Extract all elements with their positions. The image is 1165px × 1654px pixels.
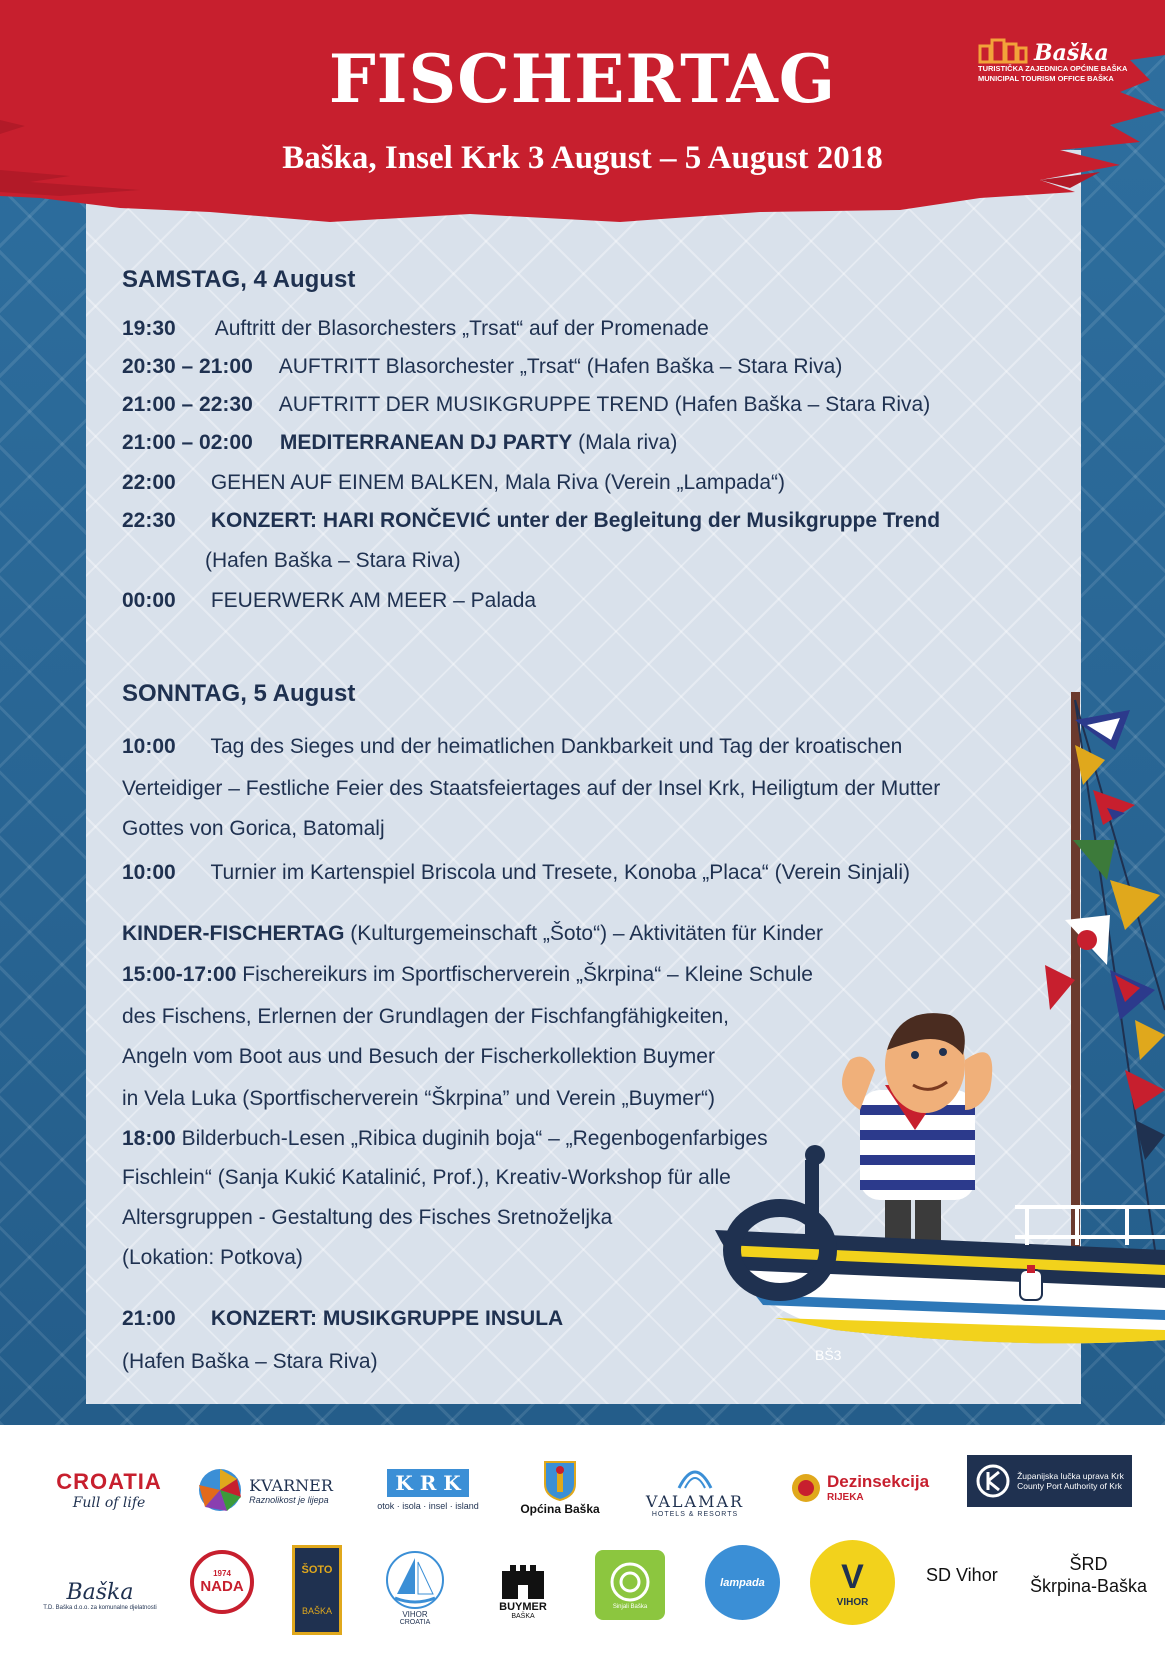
kvarner-flower-icon	[197, 1467, 243, 1513]
soto-logo	[292, 1545, 342, 1635]
valamar-logo	[640, 1455, 750, 1525]
valamar-tagline: HOTELS & RESORTS	[651, 1511, 739, 1518]
nada-logo	[190, 1550, 254, 1614]
sd-vihor-label: SD Vihor	[926, 1565, 998, 1585]
vihor-club-name: VIHOR	[836, 1596, 869, 1608]
dezinsekcija-name: Dezinsekcija	[826, 1472, 930, 1491]
dezinsekcija-badge-icon	[791, 1473, 821, 1503]
croatia-logo	[54, 1460, 164, 1520]
baska-doo-name: Baška	[66, 1579, 134, 1605]
row-time: 22:00	[122, 471, 176, 494]
buymer-sub: BAŠKA	[511, 1612, 535, 1620]
sinjali-logo	[595, 1550, 665, 1620]
row-text: Auftritt der Blasorchesters „Trsat“ auf der Promenade	[214, 317, 709, 340]
valamar-wave-icon	[675, 1462, 715, 1492]
poster-subtitle: Baška, Insel Krk 3 August – 5 August 2018	[282, 140, 883, 176]
schedule-row-continued: Altersgruppen - Gestaltung des Fisches Sretnoželjka	[122, 1206, 613, 1229]
vihor-club-letter: V	[841, 1557, 864, 1596]
srd-line-1: ŠRD	[1069, 1554, 1108, 1574]
buymer-logo	[488, 1550, 558, 1630]
row-bold: KONZERT: MUSIKGRUPPE INSULA	[210, 1307, 564, 1330]
nada-year: 1974	[213, 1569, 231, 1578]
fisherman-figure	[842, 1013, 992, 1270]
sinjali-name: Sinjali Baška	[612, 1604, 648, 1610]
boat-label: BŠ3	[815, 1347, 842, 1363]
vihor-club-logo	[810, 1540, 895, 1625]
baska-doo-tagline: T.D. Baška d.o.o. za komunalne djelatnosti	[43, 1604, 157, 1611]
row-text: (Kulturgemeinschaft „Šoto“) – Aktivitäten für Kinder	[350, 922, 824, 945]
schedule-row-continued: (Hafen Baška – Stara Riva)	[122, 1350, 378, 1373]
krk-name: K R K	[387, 1469, 468, 1497]
row-text: (Mala riva)	[578, 431, 678, 454]
row-time: 18:00	[122, 1127, 176, 1150]
krk-logo	[368, 1460, 488, 1520]
row-text: Fischereikurs im Sportfischerverein „Škrpina“ – Kleine Schule	[242, 963, 813, 986]
vihor-sail-sub: CROATIA	[399, 1618, 431, 1626]
krk-tagline: otok · isola · insel · island	[377, 1501, 479, 1511]
row-time: 20:30 – 21:00	[122, 355, 253, 378]
row-text: GEHEN AUF EINEM BALKEN, Mala Riva (Verein „Lampada“)	[210, 471, 786, 494]
schedule-row-continued: in Vela Luka (Sportfischerverein “Škrpina” und Verein „Buymer“)	[122, 1087, 715, 1110]
row-time: 00:00	[122, 589, 176, 612]
schedule-row-continued: Fischlein“ (Sanja Kukić Katalinić, Prof.), Kreativ-Workshop für alle	[122, 1166, 731, 1189]
row-bold: KINDER-FISCHERTAG	[122, 922, 345, 945]
row-bold: KONZERT: HARI RONČEVIĆ unter der Begleitung der Musikgruppe Trend	[210, 509, 941, 532]
schedule-row-continued: Verteidiger – Festliche Feier des Staatsfeiertages auf der Insel Krk, Heiligtum der Mutter	[122, 777, 941, 800]
row-text: Tag des Sieges und der heimatlichen Dankbarkeit und Tag der kroatischen	[210, 735, 903, 758]
schedule-row	[122, 317, 709, 341]
lampada-logo	[705, 1545, 780, 1620]
row-text: Turnier im Kartenspiel Briscola und Tresete, Konoba „Placa“ (Verein Sinjali)	[210, 861, 911, 884]
row-time: 21:00	[122, 1307, 176, 1330]
schedule-row	[122, 963, 813, 987]
buymer-name: BUYMER	[499, 1600, 547, 1613]
port-line-1: Županijska lučka uprava Krk	[1017, 1471, 1124, 1481]
sailboat-icon	[385, 1550, 445, 1610]
row-time: 15:00-17:00	[122, 963, 237, 986]
schedule-row-continued: des Fischens, Erlernen der Grundlagen der Fischfangfähigkeiten,	[122, 1005, 730, 1028]
schedule-row	[122, 1307, 563, 1331]
croatia-name: CROATIA	[56, 1469, 162, 1494]
opcina-name: Općina Baška	[520, 1501, 600, 1516]
schedule-row-continued: Gottes von Gorica, Batomalj	[122, 817, 385, 840]
dezinsekcija-tagline: RIJEKA	[826, 1492, 864, 1503]
schedule-row	[122, 431, 677, 455]
baska-doo-logo	[40, 1560, 160, 1630]
lampada-name: lampada	[720, 1576, 765, 1589]
row-bold: MEDITERRANEAN DJ PARTY	[279, 431, 573, 454]
schedule-row	[122, 355, 842, 379]
soto-name: ŠOTO	[301, 1564, 333, 1576]
row-text: AUFTRITT Blasorchester „Trsat“ (Hafen Baška – Stara Riva)	[278, 355, 843, 378]
row-text: FEUERWERK AM MEER – Palada	[210, 589, 537, 612]
mast	[1071, 692, 1080, 1252]
port-line-2: County Port Authority of Krk	[1017, 1481, 1122, 1491]
nada-name: NADA	[200, 1578, 244, 1595]
schedule-row	[122, 1127, 768, 1151]
castle-icon	[498, 1561, 548, 1601]
schedule-row-continued: Angeln vom Boot aus und Besuch der Fischerkollektion Buymer	[122, 1045, 715, 1068]
valamar-name: VALAMAR	[645, 1492, 745, 1511]
row-text: AUFTRITT DER MUSIKGRUPPE TREND (Hafen Baška – Stara Riva)	[278, 393, 931, 416]
row-text: Bilderbuch-Lesen „Ribica duginih boja“ – „Regenbogenfarbiges	[181, 1127, 768, 1150]
opcina-baska-logo	[515, 1450, 605, 1525]
kvarner-logo	[190, 1460, 340, 1520]
dezinsekcija-logo	[780, 1465, 940, 1510]
poster-title: FISCHERTAG	[328, 40, 837, 118]
kvarner-tagline: Raznolikost je lijepa	[249, 1494, 329, 1505]
port-authority-icon	[975, 1463, 1011, 1499]
baska-tourism-logo	[978, 28, 1148, 84]
tourism-line-2: MUNICIPAL TOURISM OFFICE BAŠKA	[978, 74, 1114, 83]
tourism-brand: Baška	[1034, 40, 1109, 66]
schedule-row-continued: (Hafen Baška – Stara Riva)	[205, 549, 461, 572]
tourism-line-1: TURISTIČKA ZAJEDNICA OPĆINE BAŠKA	[978, 64, 1128, 73]
baska-houses-icon	[978, 34, 1028, 64]
schedule-row	[122, 471, 785, 495]
row-time: 21:00 – 22:30	[122, 393, 253, 416]
croatia-tagline: Full of life	[72, 1495, 146, 1511]
coat-of-arms-icon	[543, 1460, 577, 1502]
row-time: 22:30	[122, 509, 176, 532]
srd-line-2: Škrpina-Baška	[1030, 1576, 1148, 1596]
srd-logo	[1030, 1553, 1147, 1597]
signal-flags	[1045, 710, 1165, 1160]
kvarner-name: KVARNER	[249, 1475, 333, 1495]
schedule-row-continued: (Lokation: Potkova)	[122, 1246, 303, 1269]
sunday-heading: SONNTAG, 5 August	[122, 680, 356, 707]
saturday-heading: SAMSTAG, 4 August	[122, 266, 356, 293]
schedule-row	[122, 509, 940, 533]
schedule-row	[122, 589, 536, 613]
sponsor-strip	[0, 1425, 1165, 1654]
soto-sub: BAŠKA	[301, 1606, 332, 1616]
port-authority-logo	[967, 1455, 1132, 1507]
row-time: 19:30	[122, 317, 176, 340]
row-time: 10:00	[122, 861, 176, 884]
row-time: 21:00 – 02:00	[122, 431, 253, 454]
row-time: 10:00	[122, 735, 176, 758]
boat-illustration	[715, 690, 1165, 1420]
schedule-row	[122, 393, 930, 417]
sinjali-emblem-icon	[608, 1560, 652, 1604]
vihor-sail-name: VIHOR	[402, 1609, 428, 1619]
vihor-sail-logo	[380, 1545, 450, 1630]
